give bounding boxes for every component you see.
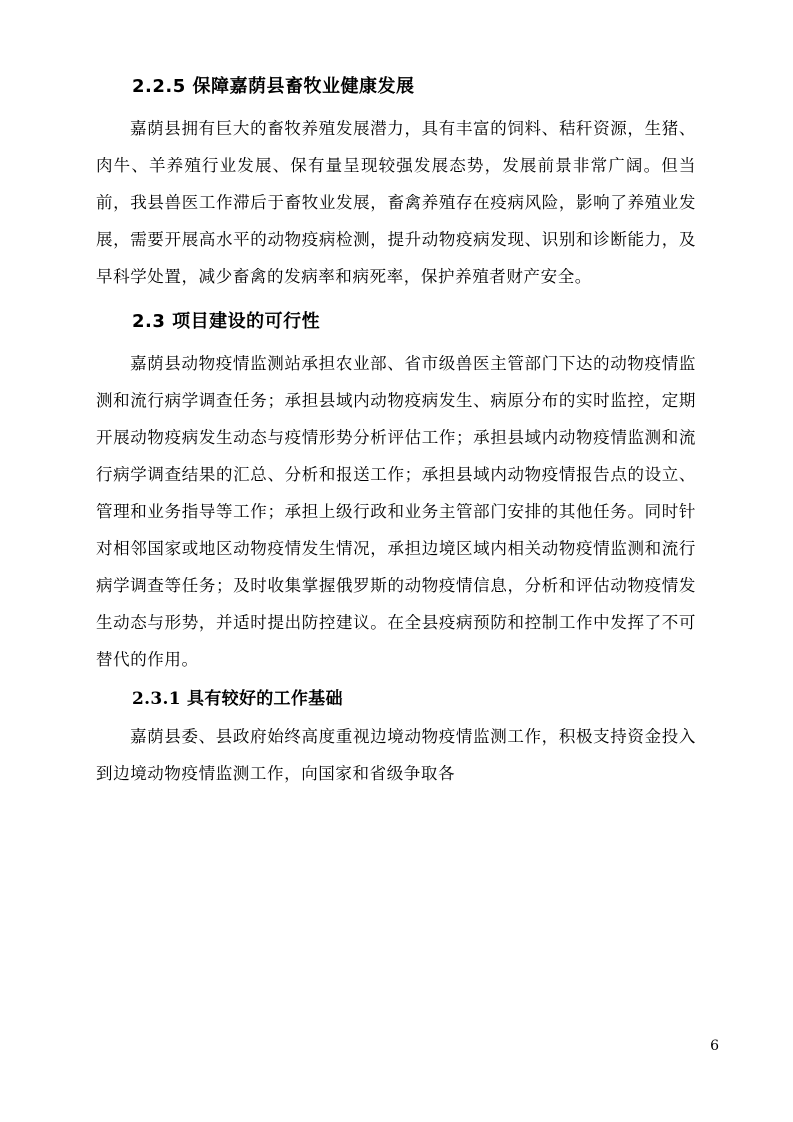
section-heading-2-3-1: 2.3.1 具有较好的工作基础 xyxy=(132,689,343,709)
paragraph-feasibility: 嘉荫县动物疫情监测站承担农业部、省市级兽医主管部门下达的动物疫情监测和流行病学调查任务；承担县域内动物疫病发生、病原分布的实时监控，定期开展动物疫病发生动态与疫情形势分析评估工作；承担县域内动物疫情监测和流行病学调查结果的汇总、分析和报送工作；承担县域内动物疫情报告点的设立、管理和业务指导等工作；承担上级行政和业务主管部门安排的其他任务。同时针对相邻国家或地区动物疫情发生情况，承担边境区域内相关动物疫情监测和流行病学调查等任务；及时收集掌握俄罗斯的动物疫情信息，分析和评估动物疫情发生动态与形势，并适时提出防控建议。在全县疫病预防和控制工作中发挥了不可替代的作用。 xyxy=(96,354,696,669)
section-heading-2-3: 2.3 项目建设的可行性 xyxy=(132,311,321,332)
page-content xyxy=(96,72,696,1032)
paragraph-livestock-development: 嘉荫县拥有巨大的畜牧养殖发展潜力，具有丰富的饲料、秸秆资源，生猪、肉牛、羊养殖行业发展、保有量呈现较强发展态势，发展前景非常广阔。但当前，我县兽医工作滞后于畜牧业发展，畜禽养殖存在疫病风险，影响了养殖业发展，需要开展高水平的动物疫病检测，提升动物疫病发现、识别和诊断能力，及早科学处置，减少畜禽的发病率和病死率，保护养殖者财产安全。 xyxy=(96,119,696,286)
paragraph-work-foundation: 嘉荫县委、县政府始终高度重视边境动物疫情监测工作，积极支持资金投入到边境动物疫情监测工作，向国家和省级争取各 xyxy=(96,727,696,783)
page-number: 6 xyxy=(710,1038,719,1054)
section-heading-2-2-5: 2.2.5 保障嘉荫县畜牧业健康发展 xyxy=(132,76,415,97)
